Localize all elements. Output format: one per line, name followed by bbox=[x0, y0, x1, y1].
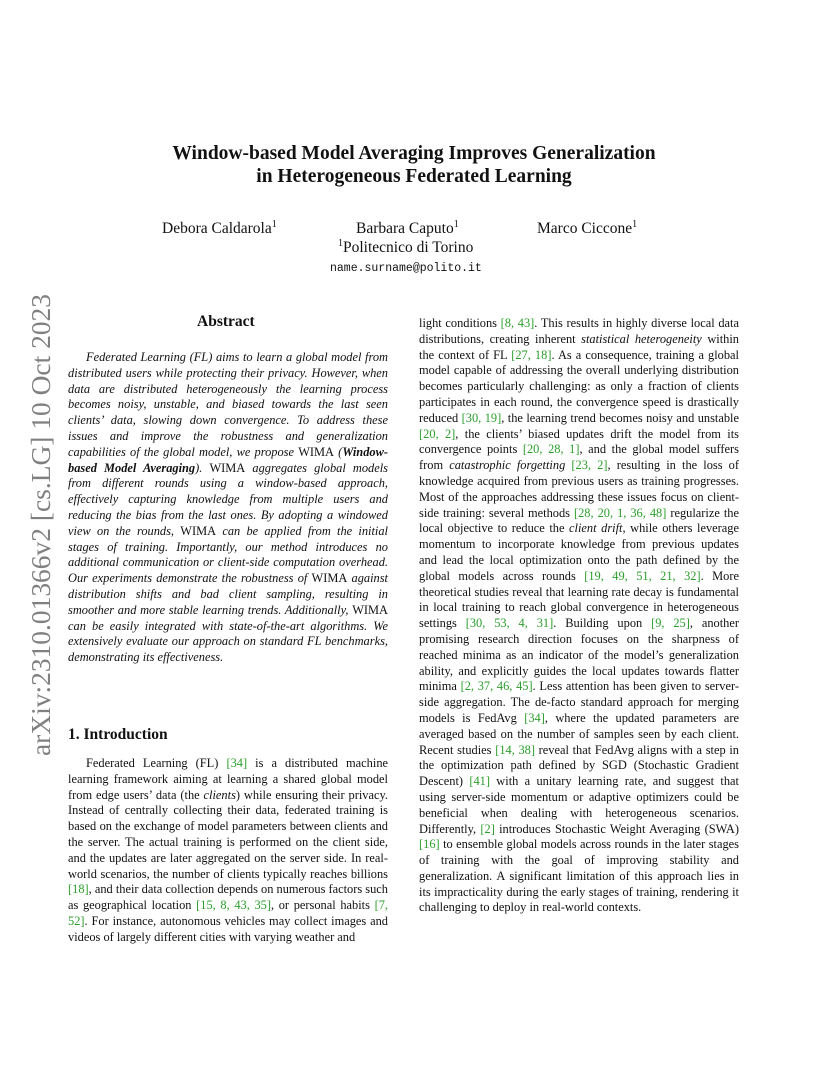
author-3 bbox=[537, 219, 637, 238]
method-name: WIMA bbox=[180, 523, 217, 538]
title-line-2: in Heterogeneous Federated Learning bbox=[256, 166, 572, 187]
author-name: Debora Caldarola bbox=[162, 220, 272, 237]
method-name: WIMA bbox=[311, 571, 348, 586]
affiliation-mark: 1 bbox=[338, 238, 343, 249]
author-name: Barbara Caputo bbox=[356, 220, 454, 237]
author-2 bbox=[356, 219, 459, 238]
citation-link[interactable]: [2] bbox=[480, 821, 495, 836]
citation-link[interactable]: [41] bbox=[469, 774, 490, 789]
citation-link[interactable]: [28, 20, 1, 36, 48] bbox=[573, 505, 667, 520]
citation-link[interactable]: [30, 19] bbox=[461, 410, 502, 425]
citation-link[interactable]: [15, 8, 43, 35] bbox=[196, 898, 271, 913]
author-mark: 1 bbox=[453, 219, 459, 230]
author-name: Marco Ciccone bbox=[537, 220, 633, 237]
citation-link[interactable]: [34] bbox=[226, 756, 248, 770]
citation-link[interactable]: [34] bbox=[524, 710, 545, 725]
introduction-left-text bbox=[68, 756, 388, 946]
citation-link[interactable]: [19, 49, 51, 21, 32] bbox=[584, 568, 701, 583]
citation-link[interactable]: [14, 38] bbox=[495, 742, 535, 757]
arxiv-identifier: arXiv:2310.01366v2 [cs.LG] 10 Oct 2023 bbox=[26, 301, 56, 756]
introduction-right-text bbox=[419, 316, 739, 916]
citation-link[interactable]: [7, 52] bbox=[68, 898, 388, 928]
author-email: name.surname@polito.it bbox=[330, 262, 482, 275]
abstract-body bbox=[68, 350, 388, 666]
citation-link[interactable]: [30, 53, 4, 31] bbox=[465, 616, 554, 631]
author-1 bbox=[162, 219, 277, 238]
author-mark: 1 bbox=[632, 219, 638, 230]
author-mark: 1 bbox=[271, 219, 277, 230]
body-paragraph: Federated Learning (FL) [34] is a distributed machine learning framework aiming at learning a shared global model from edge users’ data (the clients) while ensuring their privacy. Instead of centrally collecting their data, federated training is based on the exchange of model parameters between clients and the server. The actual training is performed on the client side, and the updates are later aggregated on the server side. In real-world scenarios, the number of clients typically reaches billions [18], and their data collection depends on numerous factors such as geographical location [15, 8, 43, 35], or personal habits [7, 52]. For instance, autonomous vehicles may collect images and videos of largely different cities with varying weather and bbox=[68, 756, 389, 944]
method-name: WIMA bbox=[298, 444, 334, 459]
method-name: WIMA bbox=[209, 460, 246, 475]
citation-link[interactable]: [2, 37, 46, 45] bbox=[460, 679, 533, 694]
body-paragraph: light conditions [8, 43]. This results in highly diverse local data distributions, creating inherent statistical heterogeneity within the context of FL [27, 18]. As a consequence, training a global model capable of addressing the overall underlying distribution becomes particularly challenging: as only a fraction of clients participates in each round, the convergence speed is drastically reduced [30, 19], the learning trend becomes noisy and unstable [20, 2], the clients’ biased updates drift the model from its convergence points [20, 28, 1], and the global model suffers from catastrophic forgetting [23, 2], resulting in the loss of knowledge acquired from previous users as training progresses. Most of the approaches addressing these issues focus on client-side training: several methods [28, 20, 1, 36, 48] regularize the local objective to reduce the client drift, while others leverage momentum to incorporate knowledge from previous updates and lead the local optimization onto the path defined by the global models across rounds [19, 49, 51, 21, 32]. More theoretical studies reveal that learning rate decay is fundamental in local training to reach global convergence in heterogeneous settings [30, 53, 4, 31]. Building upon [9, 25], another promising research direction focuses on the sharpness of reached minima as an indicator of the model’s generalization ability, and explicitly guides the local updates towards flatter minima [2, 37, 46, 45]. Less attention has been given to server-side aggregation. The de-facto standard approach for merging models is FedAvg [34], where the updated parameters are averaged based on the number of samples seen by each client. Recent studies [14, 38] reveal that FedAvg aligns with a step in the optimization path defined by SGD (Stochastic Gradient Descent) [41] with a unitary learning rate, and suggest that using server-side momentum or adaptive optimizers could be beneficial when dealing with heterogeneous scenarios. Differently, [2] introduces Stochastic Weight Averaging (SWA) [16] to ensemble global models across rounds in the later stages of training with the goal of improving stability and generalization. A significant limitation of this approach lies in its impracticality during the early stages of training, rendering it challenging to deploy in real-world contexts. bbox=[419, 316, 740, 915]
citation-link[interactable]: [20, 28, 1] bbox=[522, 442, 580, 457]
citation-link[interactable]: [9, 25] bbox=[651, 616, 690, 631]
citation-link[interactable]: [20, 2] bbox=[419, 426, 456, 441]
section-heading-introduction: 1. Introduction bbox=[68, 726, 168, 743]
citation-link[interactable]: [18] bbox=[68, 882, 89, 897]
citation-link[interactable]: [8, 43] bbox=[500, 316, 535, 330]
title-line-1: Window-based Model Averaging Improves Generalization bbox=[172, 143, 656, 164]
citation-link[interactable]: [16] bbox=[419, 837, 440, 852]
citation-link[interactable]: [23, 2] bbox=[571, 458, 608, 473]
affiliation-name: Politecnico di Torino bbox=[343, 239, 474, 256]
abstract-heading: Abstract bbox=[197, 313, 255, 330]
paper-title bbox=[120, 142, 708, 188]
abstract-paragraph: Federated Learning (FL) aims to learn a global model from distributed users while protecting their privacy. However, when data are distributed heterogeneously the learning process becomes noisy, unstable, and biased towards the last seen clients’ data, slowing down convergence. To address these issues and improve the robustness and generalization capabilities of the global model, we propose WIMA (Window-based Model Averaging). WIMA aggregates global models from different rounds using a window-based approach, effectively capturing knowledge from multiple users and reducing the bias from the last ones. By adopting a windowed view on the rounds, WIMA can be applied from the initial stages of training. Importantly, our method introduces no additional communication or client-side computation overhead. Our experiments demonstrate the robustness of WIMA against distribution shifts and bad client sampling, resulting in smoother and more stable learning trends. Additionally, WIMA can be easily integrated with state-of-the-art algorithms. We extensively evaluate our approach on standard FL benchmarks, demonstrating its effectiveness. bbox=[68, 350, 388, 665]
method-full-name: Window-based Model Averaging bbox=[68, 444, 388, 475]
citation-link[interactable]: [27, 18] bbox=[511, 347, 552, 362]
affiliation bbox=[338, 238, 473, 257]
arxiv-stamp bbox=[20, 290, 60, 760]
method-name: WIMA bbox=[352, 602, 388, 617]
